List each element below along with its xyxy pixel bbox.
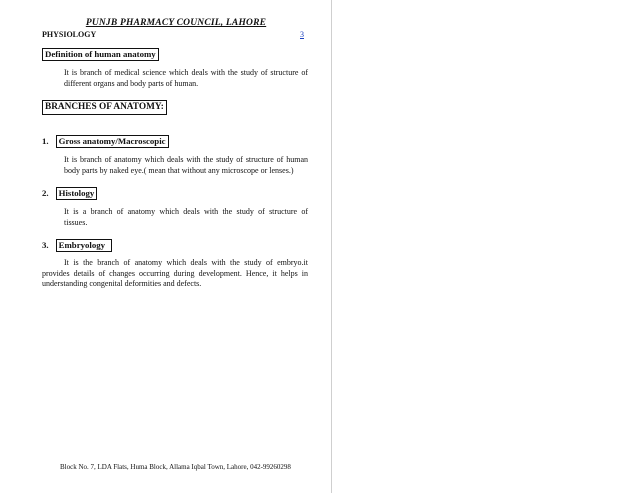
branch-3-text-line: understanding congenital deformities and defects.	[42, 279, 202, 288]
header-subject: PHYSIOLOGY	[42, 30, 97, 39]
branches-heading-box	[42, 96, 167, 115]
page-number-link[interactable]: 3	[300, 30, 304, 39]
branch-2-title: Histology	[56, 187, 98, 200]
branch-2-number: 2.	[42, 188, 49, 198]
branches-heading: BRANCHES OF ANATOMY:	[42, 100, 167, 115]
branch-1-text-line: body parts by naked eye.( mean that without any microscope or lenses.)	[64, 165, 294, 175]
branch-2-heading	[42, 183, 97, 201]
definition-heading: Definition of human anatomy	[42, 48, 159, 61]
branch-2-text-line: It is a branch of anatomy which deals with the study of structure of	[64, 207, 308, 216]
branch-1-heading	[42, 131, 169, 149]
branch-1-number: 1.	[42, 136, 49, 146]
branch-2-text-line: tissues.	[64, 217, 88, 227]
branch-2-paragraph	[64, 207, 308, 228]
branch-1-title: Gross anatomy/Macroscopic	[56, 135, 169, 148]
branch-3-heading	[42, 235, 112, 253]
definition-heading-box	[42, 44, 159, 62]
branch-1-text-line: It is branch of anatomy which deals with the study of structure of human	[64, 155, 308, 164]
branch-3-text-line: provides details of changes occurring during development. Hence, it helps in	[42, 268, 308, 278]
definition-text-line: It is branch of medical science which deals with the study of structure of	[64, 68, 308, 77]
branch-3-number: 3.	[42, 240, 49, 250]
branch-3-paragraph	[42, 258, 308, 290]
definition-paragraph	[64, 68, 308, 89]
page-edge-divider	[331, 0, 332, 493]
definition-text-line: different organs and body parts of human.	[64, 78, 199, 88]
branch-3-text-line: It is the branch of anatomy which deals with the study of embryo.it	[64, 258, 308, 267]
branch-3-title: Embryology	[56, 239, 112, 252]
header-title: PUNJB PHARMACY COUNCIL, LAHORE	[85, 18, 267, 28]
footer-address: Block No. 7, LDA Flats, Huma Block, Allama Iqbal Town, Lahore, 042-99260298	[60, 463, 291, 471]
branch-1-paragraph	[64, 155, 308, 176]
